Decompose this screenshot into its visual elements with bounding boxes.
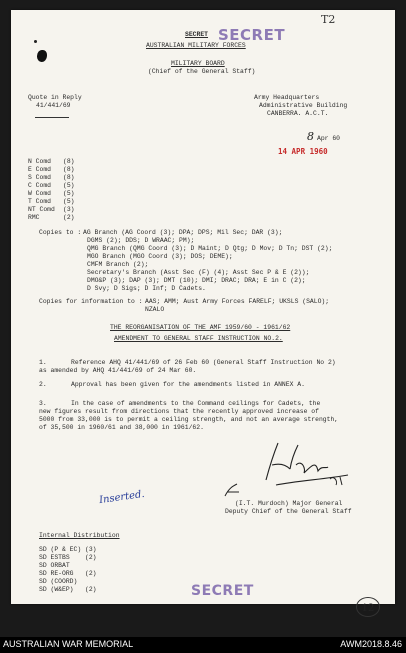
ink-blot <box>37 50 47 62</box>
date-typed: Apr 60 <box>317 135 341 142</box>
paragraph-number: 1. <box>39 359 47 366</box>
distribution-count: (2) <box>85 570 97 577</box>
paragraph-text: of 35,500 in 1960/61 and 38,000 in 1961/62. <box>39 424 204 431</box>
command-count: (8) <box>63 158 75 165</box>
address-line-3: CANBERRA. A.C.T. <box>267 110 329 117</box>
address-line-1: Army Headquarters <box>254 94 320 101</box>
signature-scribble <box>256 435 352 493</box>
command-name: NT Comd <box>28 206 55 213</box>
paragraph-number: 2. <box>39 381 47 388</box>
page-number: 12 <box>361 603 375 614</box>
date-day-handwritten: 8 <box>307 130 314 143</box>
command-count: (8) <box>63 166 75 173</box>
distribution-item: SD ESTBS <box>39 554 70 561</box>
command-name: C Comd <box>28 182 52 189</box>
command-name: RMC <box>28 214 40 221</box>
distribution-count: (2) <box>85 586 97 593</box>
flourish-mark <box>223 482 243 500</box>
command-count: (8) <box>63 174 75 181</box>
distribution-heading: Internal Distribution <box>39 532 120 539</box>
copies-line: MGO Branch (MGO Coord (3); DOS; DEME); <box>87 253 233 260</box>
command-count: (3) <box>63 206 75 213</box>
paragraph-text: 5000 from 33,000 is to permit a ceiling strength, and not an average strength, <box>39 416 339 423</box>
paragraph-number: 3. <box>39 400 47 407</box>
archive-footer <box>0 637 406 653</box>
copies-line: DGMS (2); DDS; D WRAAC; PM); <box>87 237 195 244</box>
copies-line: QMG Branch (QMG Coord (3); D Maint; D Qtg; D Mov; D Tn; DST (2); <box>87 245 333 252</box>
corner-note: T2 <box>321 13 336 26</box>
info-copies-label: Copies for information to : <box>39 298 143 305</box>
document-page <box>11 10 395 614</box>
secret-stamp-top: SECRET <box>218 26 286 44</box>
command-count: (5) <box>63 198 75 205</box>
command-name: W Comd <box>28 190 52 197</box>
copies-line: DMO&P (3); DAP (3); DMT (10); DMI; DRAC; DRA; E in C (2); <box>87 277 306 284</box>
signer-title: Deputy Chief of the General Staff <box>225 508 352 515</box>
board-subheading: (Chief of the General Staff) <box>148 68 256 75</box>
address-line-2: Administrative Building <box>259 102 348 109</box>
command-name: E Comd <box>28 166 52 173</box>
board-heading: MILITARY BOARD <box>171 60 225 67</box>
secret-typed: SECRET <box>185 31 209 38</box>
ink-dot <box>34 40 37 43</box>
subject-title: THE REORGANISATION OF THE AMF 1959/60 - 1961/62 <box>110 324 291 331</box>
quote-number: 41/441/69 <box>36 102 71 109</box>
copies-label: Copies to : <box>39 229 82 236</box>
distribution-item: SD RE-ORG <box>39 570 74 577</box>
page-number-circle <box>356 597 380 617</box>
command-name: S Comd <box>28 174 52 181</box>
command-name: T Comd <box>28 198 52 205</box>
distribution-count: (3) <box>85 546 97 553</box>
copies-line: CMFM Branch (2); <box>87 261 149 268</box>
command-count: (2) <box>63 214 75 221</box>
distribution-item: SD (W&EP) <box>39 586 74 593</box>
quote-label: Quote in Reply <box>28 94 82 101</box>
received-date-stamp: 14 APR 1960 <box>278 147 328 156</box>
info-copies-line: AAS; AMM; Aust Army Forces FARELF; UKSLS (SALO); <box>145 298 330 305</box>
inserted-note-handwritten: Inserted. <box>98 488 146 507</box>
paragraph-text: Approval has been given for the amendments listed in ANNEX A. <box>71 381 305 388</box>
distribution-count: (2) <box>85 554 97 561</box>
forces-heading: AUSTRALIAN MILITARY FORCES <box>146 42 246 49</box>
copies-line: Secretary's Branch (Asst Sec (F) (4); Asst Sec P & E (2)); <box>87 269 310 276</box>
command-count: (5) <box>63 190 75 197</box>
paragraph-text: new figures result from directions that the recently approved increase of <box>39 408 319 415</box>
distribution-item: SD ORBAT <box>39 562 70 569</box>
divider <box>35 117 69 118</box>
subject-subtitle: AMENDMENT TO GENERAL STAFF INSTRUCTION NO.2. <box>114 335 283 342</box>
copies-line: D Svy; D Sigs; D Inf; D Cadets. <box>87 285 206 292</box>
paragraph-text: Reference AHQ 41/441/69 of 26 Feb 60 (General Staff Instruction No 2) <box>71 359 336 366</box>
info-copies-line: NZALO <box>145 306 165 313</box>
footer-accession: AWM2018.8.46 <box>340 639 402 649</box>
signer-name: (I.T. Murdoch) Major General <box>235 500 343 507</box>
secret-stamp-bottom: SECRET <box>191 583 254 599</box>
footer-source: AUSTRALIAN WAR MEMORIAL <box>3 639 134 649</box>
paragraph-text: as amended by AHQ 41/441/69 of 24 Mar 60. <box>39 367 197 374</box>
distribution-item: SD (COORD) <box>39 578 78 585</box>
command-name: N Comd <box>28 158 52 165</box>
distribution-item: SD (P & EC) <box>39 546 82 553</box>
command-count: (5) <box>63 182 75 189</box>
copies-line: AG Branch (AG Coord (3); DPA; DPS; Mil Sec; DAR (3); <box>83 229 283 236</box>
paragraph-text: In the case of amendments to the Command ceilings for Cadets, the <box>71 400 321 407</box>
